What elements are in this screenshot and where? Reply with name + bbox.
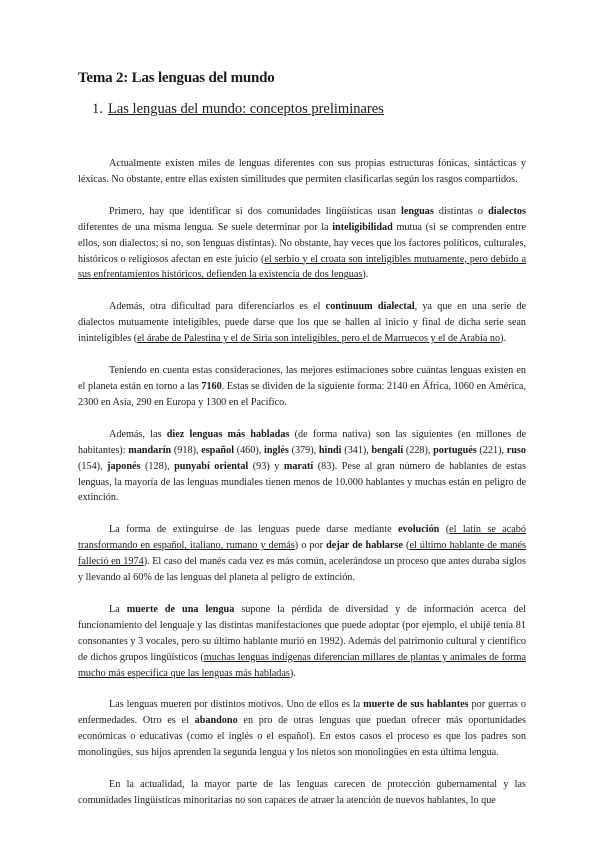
text-run: ( xyxy=(439,524,450,536)
paragraph xyxy=(78,204,526,284)
bold-term: portugués xyxy=(433,444,477,456)
bold-term: mandarín xyxy=(128,444,172,456)
text-run: (de forma nativa) son las siguientes (en millones de habitantes): xyxy=(78,428,527,456)
bold-term: dialectos xyxy=(488,205,526,217)
text-run: La xyxy=(109,603,127,615)
text-run: ). xyxy=(289,667,296,679)
text-run: (341), xyxy=(341,444,372,456)
bold-term: ruso xyxy=(506,444,526,456)
underlined-example: el serbio y el croata son inteligibles mutuamente, pero debido a sus enfrentamientos históricos, defienden la existencia de dos lenguas xyxy=(78,253,526,281)
text-run: Las lenguas mueren por distintos motivos. Uno de ellos es la xyxy=(109,699,364,711)
paragraph xyxy=(78,777,526,809)
section-number: 1. xyxy=(92,101,103,117)
bold-term: dejar de hablarse xyxy=(326,540,403,552)
bold-term: evolución xyxy=(398,524,440,536)
text-run: Actualmente existen miles de lenguas diferentes con sus propias estructuras fónicas, sintácticas y léxicas. No obstante, entre ellas existen similitudes que permiten clasificarlas según los rasgos compartidos. xyxy=(78,158,526,185)
bold-term: abandono xyxy=(194,715,238,727)
section-heading xyxy=(92,101,384,118)
text-run: (154), xyxy=(78,460,108,472)
paragraph xyxy=(78,602,526,682)
bold-term: punyabí oriental xyxy=(174,460,249,472)
text-run: supone la pérdida de diversidad y de información acerca del funcionamiento del lenguaje y las distintas manifestaciones que puede adoptar (por ejemplo, el ubijé tenía 81 consonantes y 3 vocales, pero su último hablante murió en 1992). Además del patrimonio cultural y científico de dichos grupos lingüísticos ( xyxy=(78,603,527,663)
text-run: Además, las xyxy=(109,428,167,440)
text-run: (93) y xyxy=(248,460,284,472)
bold-term: hindi xyxy=(318,444,342,456)
underlined-example: el último hablante de manés falleció en 1974 xyxy=(78,540,526,568)
text-run: distintas o xyxy=(433,205,489,217)
text-run: ) o por xyxy=(294,540,327,552)
text-run: por guerras o enfermedades. Otro es el xyxy=(78,699,527,727)
bold-term: inglés xyxy=(263,444,289,456)
paragraph xyxy=(78,363,526,411)
text-run: ). xyxy=(500,333,507,345)
bold-term: japonés xyxy=(107,460,141,472)
text-run: , ya que en una serie de dialectos mutuamente inteligibles, puede darse que los que se hallen al inicio y final de dicha serie sean ininteligibles ( xyxy=(78,301,526,345)
text-run: (379), xyxy=(288,444,319,456)
bold-term: 7160 xyxy=(201,380,222,392)
bold-term: muerte de una lengua xyxy=(126,603,235,615)
text-run: (221), xyxy=(476,444,507,456)
bold-term: diez lenguas más habladas xyxy=(166,428,290,440)
underlined-example: muchas lenguas indígenas diferencian millares de plantas y animales de forma mucho más específica que las lenguas más habladas xyxy=(78,651,526,679)
document-body xyxy=(78,156,526,825)
paragraph xyxy=(78,697,526,761)
text-run: (918), xyxy=(171,444,202,456)
text-run: (228), xyxy=(403,444,434,456)
underlined-example: el latín se acabó transformando en español, italiano, rumano y demás xyxy=(78,524,526,552)
paragraph xyxy=(78,156,526,188)
text-run: ). El caso del manés cada vez es más común, acelerándose un proceso que antes duraba siglos y llevando al 60% de las lenguas del planeta al peligro de extinción. xyxy=(78,556,526,584)
text-run: en pro de otras lenguas que puedan ofrecer más oportunidades económicas o educativas (como el inglés o el español). En estos casos el proceso es que los padres son monolingües, sus hijos aprenden la segunda lengua y los nietos son monolingües en esta última lengua. xyxy=(78,715,526,759)
text-run: Teniendo en cuenta estas consideraciones, las mejores estimaciones sobre cuántas lenguas existen en el planeta están en torno a las xyxy=(78,365,526,392)
text-run: La forma de extinguirse de las lenguas puede darse mediante xyxy=(109,524,399,536)
text-run: diferentes de una misma lengua. Se suele determinar por la xyxy=(78,221,333,233)
underlined-example: el árabe de Palestina y el de Siria son inteligibles, pero el de Marruecos y el de Arabia no xyxy=(137,333,501,345)
text-run: En la actualidad, la mayor parte de las lenguas carecen de protección gubernamental y las comunidades lingüísticas minoritarias no son capaces de atraer la atención de nuevos hablantes, lo que xyxy=(78,779,526,806)
bold-term: maratí xyxy=(283,460,314,472)
bold-term: inteligibilidad xyxy=(332,221,393,233)
paragraph xyxy=(78,299,526,347)
section-heading-text: Las lenguas del mundo: conceptos preliminares xyxy=(108,101,384,117)
bold-term: muerte de sus hablantes xyxy=(363,699,469,711)
page-title: Tema 2: Las lenguas del mundo xyxy=(78,70,275,86)
text-run: ). xyxy=(362,269,369,281)
bold-term: lenguas xyxy=(400,205,434,217)
text-run: (460), xyxy=(234,444,264,456)
text-run: Además, otra dificultad para diferenciarlos es el xyxy=(109,301,326,313)
text-run: ( xyxy=(402,540,410,552)
text-run: (128), xyxy=(140,460,175,472)
bold-term: bengalí xyxy=(371,444,404,456)
text-run: . Estas se dividen de la siguiente forma: 2140 en África, 1060 en América, 2300 en Asia, 290 en Europa y 1300 en el Pacífico. xyxy=(78,380,526,408)
paragraph xyxy=(78,522,526,586)
text-run: (83). Pese al gran número de hablantes de estas lenguas, la mayoría de las lenguas mundiales tienen menos de 10.000 hablantes y muchas están en peligro de extinción. xyxy=(78,460,526,504)
text-run: Primero, hay que identificar si dos comunidades lingüísticas usan xyxy=(109,205,401,217)
bold-term: continuum dialectal xyxy=(325,301,415,313)
paragraph xyxy=(78,427,526,507)
bold-term: español xyxy=(201,444,235,456)
text-run: mutua (si se comprenden entre ellos, son dialectos; si no, son lenguas distintas). No obstante, hay veces que los factores políticos, culturales, históricos o religiosos afectan en este juicio ( xyxy=(78,221,526,265)
